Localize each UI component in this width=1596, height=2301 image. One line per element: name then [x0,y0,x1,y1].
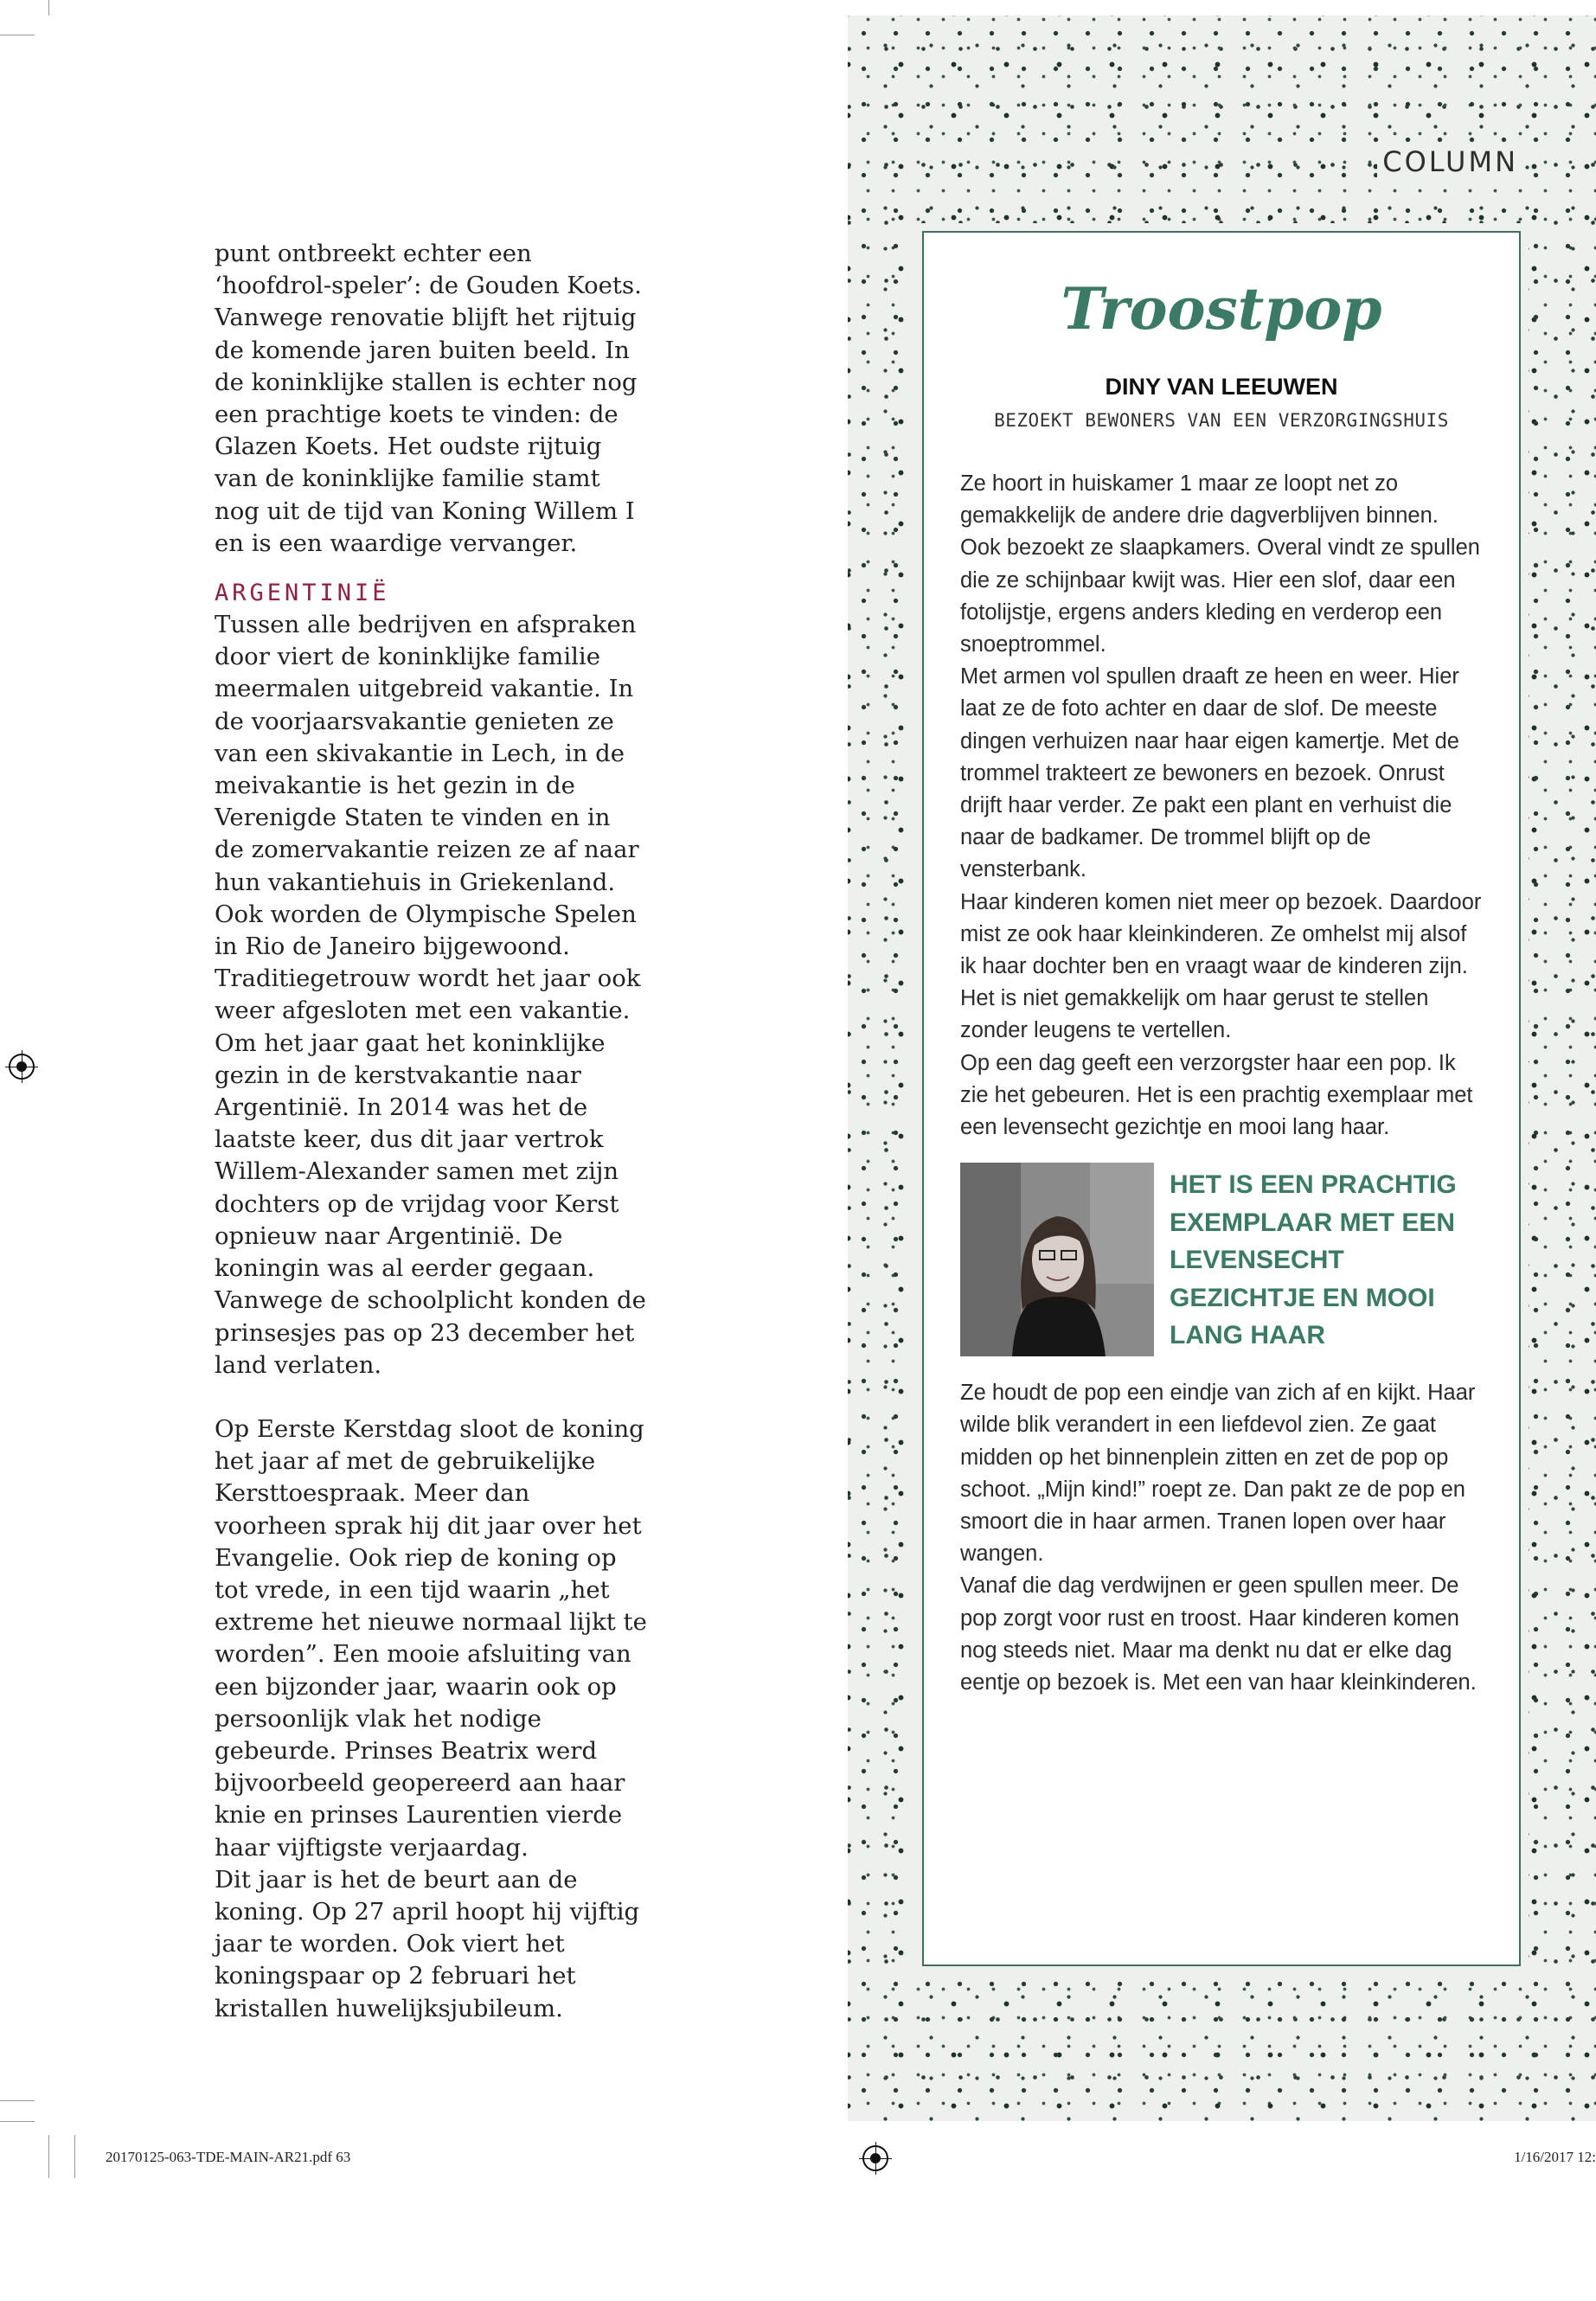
column-label: COLUMN [1377,145,1523,178]
crop-mark [0,2100,35,2101]
crop-mark [74,2135,75,2178]
crop-mark [0,2121,35,2122]
footer-date-info: 1/16/2017 12: [1514,2149,1596,2165]
registration-mark [862,2145,888,2171]
article-outlook-paragraph: Dit jaar is het de beurt aan de koning. Op 27 april hoopt hij vijftig jaar te worden. Ook viert het koningspaar op 2 februari het kristallen huwelijksjubileum. [215,1865,640,2022]
article-intro-paragraph: punt ontbreekt echter een ‘hoofdrol-speler’: de Gouden Koets. Vanwege renovatie blijft het rijtuig de komende jaren buiten beeld. In de koninklijke stallen is echter nog een prachtige koets te vinden: de Glazen Koets. Het oudste rijtuig van de koninklijke familie stamt nog uit de tijd van Koning Willem I en is een waardige vervanger. [215,240,642,557]
article-christmas-paragraph: Op Eerste Kerstdag sloot de koning het jaar af met de gebruikelijke Kersttoespraak. Meer dan voorheen sprak hij dit jaar over het Evangelie. Ook riep de koning op tot vrede, in een tijd waarin „het extreme het nieuwe normaal lijkt te worden”. Een mooie afsluiting van een bijzonder jaar, waarin ook op persoonlijk vlak het nodige gebeurde. Prinses Beatrix werd bijvoorbeeld geopereerd aan haar knie en prinses Laurentien vierde haar vijftigste verjaardag. [215,1414,647,1862]
column-card [922,231,1521,1966]
footer-file-info: 20170125-063-TDE-MAIN-AR21.pdf 63 [106,2149,351,2165]
author-name: DINY VAN LEEUWEN [1105,374,1338,400]
column-paragraph: Ze houdt de pop een eindje van zich af en kijkt. Haar wilde blik verandert in een liefdevol zien. Ze gaat midden op het binnenplein zitten en zet de pop op schoot. „Mijn kind!” roept ze. Dan pakt ze de pop en smoort die in haar armen. Tranen lopen over haar wangen. [960,1381,1476,1567]
column-paragraph: Op een dag geeft een verzorgster haar een pop. Ik zie het gebeuren. Het is een prachtig exemplaar met een levensecht gezichtje en mooi lang haar. [960,1050,1473,1140]
column-paragraph: Vanaf die dag verdwijnen er geen spullen meer. De pop zorgt voor rust en troost. Haar kinderen komen nog steeds niet. Maar ma denkt nu dat er elke dag eentje op bezoek is. Met een van haar kleinkinderen. [960,1574,1477,1695]
column-body-top [960,468,1483,1144]
section-heading: ARGENTINIË [215,580,390,607]
article-column [215,238,647,2025]
quote-block [960,1163,1483,1356]
pull-quote: HET IS EEN PRACHTIG EXEMPLAAR MET EEN LEVENSECHT GEZICHTJE EN MOOI LANG HAAR [1170,1170,1457,1350]
article-vacation-paragraph: Tussen alle bedrijven en afspraken door viert de koninklijke familie meermalen uitgebreid vakantie. In de voorjaarsvakantie genieten ze van een skivakantie in Lech, in de meivakantie is het gezin in de Verenigde Staten te vinden en in de zomervakantie reizen ze af naar hun vakantiehuis in Griekenland. Ook worden de Olympische Spelen in Rio de Janeiro bijgewoond. [215,611,639,961]
author-photo [960,1163,1154,1356]
crop-mark [48,2135,49,2178]
article-argentina-paragraph: Traditiegetrouw wordt het jaar ook weer afgesloten met een vakantie. Om het jaar gaat het koninklijke gezin in de kerstvakantie naar Argentinië. In 2014 was het de laatste keer, dus dit jaar vertrok Willem-Alexander samen met zijn dochters op de vrijdag voor Kerst opnieuw naar Argentinië. De koningin was al eerder gegaan. Vanwege de schoolplicht konden de prinsesjes pas op 23 december het land verlaten. [215,965,646,1379]
column-paragraph: Met armen vol spullen draaft ze heen en weer. Hier laat ze de foto achter en daar de slof. De meeste dingen verhuizen naar haar eigen kamertje. Met de trommel trakteert ze bewoners en bezoek. Onrust drijft haar verder. Ze pakt een plant en verhuist die naar de badkamer. De trommel blijft op de vensterbank. [960,664,1459,882]
column-body-bottom [960,1377,1483,1699]
registration-mark [9,1054,35,1080]
column-paragraph: Haar kinderen komen niet meer op bezoek. Daardoor mist ze ook haar kleinkinderen. Ze omhelst mij alsof ik haar dochter ben en vraagt waar de kinderen zijn. Het is niet gemakkelijk om haar gerust te stellen zonder leugens te vertellen. [960,889,1482,1043]
crop-mark [48,0,49,16]
author-subtitle: BEZOEKT BEWONERS VAN EEN VERZORGINGSHUIS [994,410,1449,431]
column-paragraph: Ze hoort in huiskamer 1 maar ze loopt net zo gemakkelijk de andere drie dagverblijven binnen. Ook bezoekt ze slaapkamers. Overal vindt ze spullen die ze schijnbaar kwijt was. Hier een slof, daar een fotolijstje, ergens anders kleding en verderop een snoeptrommel. [960,471,1480,657]
author-portrait-illustration [960,1163,1154,1356]
column-title: Troostpop [1061,275,1382,343]
